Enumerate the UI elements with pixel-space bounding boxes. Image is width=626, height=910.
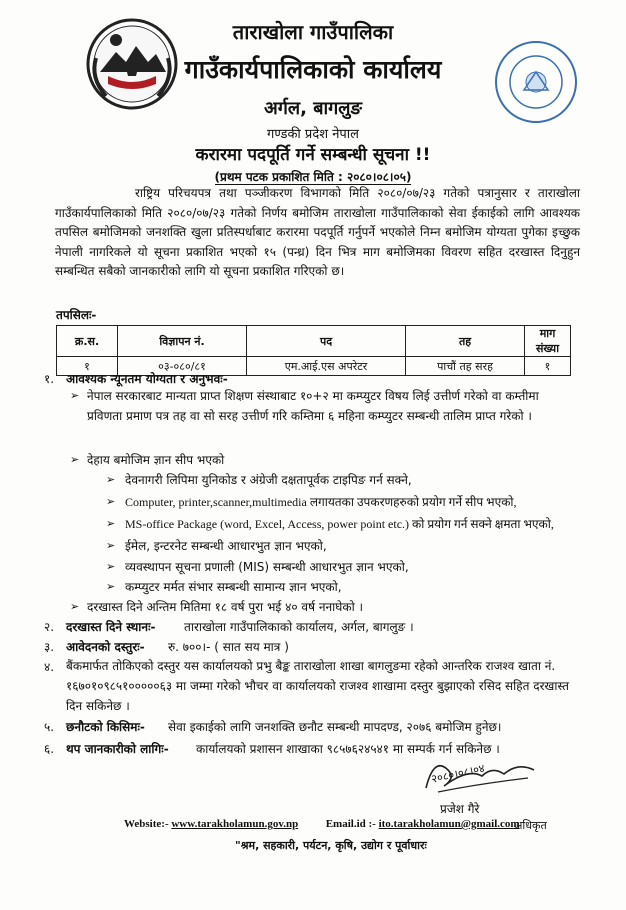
section-1-number: १. (44, 372, 55, 386)
section-1-title: आवश्यक न्यूनतम योग्यता र अनुभवः- (66, 372, 228, 386)
section-5-title: छनौटको किसिमः- (66, 720, 145, 734)
skills-heading: देहाय बमोजिम ज्ञान सीप भएको (87, 453, 225, 467)
arrow-icon: ➢ (70, 600, 80, 613)
skill-item: Computer, printer,scanner,multimedia लगायतका उपकरणहरुको प्रयोग गर्ने सीप भएको, (125, 495, 517, 509)
email-label: Email.id :- (325, 818, 376, 830)
email-link[interactable]: ito.tarakholamun@gmail.com (378, 818, 520, 830)
arrow-icon: ➢ (106, 580, 116, 593)
skill-item: कम्प्युटर मर्मत संभार सम्बन्धी सामान्य ज्ञान भएको, (125, 580, 342, 594)
cell-sn: १ (57, 357, 118, 376)
arrow-icon: ➢ (106, 539, 116, 552)
arrow-icon: ➢ (70, 389, 80, 402)
col-post: पद (247, 326, 406, 357)
arrow-icon: ➢ (106, 560, 116, 573)
cell-demand: १ (525, 357, 571, 376)
office-name: गाउँकार्यपालिकाको कार्यालय (184, 55, 442, 84)
intro-paragraph: राष्ट्रिय परिचयपत्र तथा पञ्जीकरण विभागको मिति २०८०/०७/२३ गतेको पत्रानुसार र ताराखोला गाउँकार्यपालिकाको मिति २०८०/०७/२३ गतेको निर्णय बमोजिम ताराखोला गाउँपालिकाको सेवा ईकाईको लागि आवश्यक तपसिल बमोजिमको जनशक्ति खुला प्रतिस्पर्धाबाट करारमा पदपूर्ति गर्नुपर्ने भएकोले निम्न बमोजिम योग्यता पुगेका इच्छुक नेपाली नागरिकले यो सूचना प्रकाशित भएको १५ (पन्ध्र) दिन भित्र माग बमोजिमका विवरण सहित दरखास्त दिनुहुन सम्बन्धित सबैको जानकारीको लागि यो सूचना प्रकाशित गरिएको छ। (55, 186, 580, 278)
skill-item: MS-office Package (word, Excel, Access, power point etc.) को प्रयोग गर्न सक्ने क्षमता भएको, (125, 517, 554, 531)
table-label: तपसिलः- (56, 308, 97, 322)
signatory-title: अधिकृत (514, 819, 547, 832)
col-level: तह (406, 326, 525, 357)
signature-date: २०८०।०८।०४ (430, 761, 486, 786)
arrow-icon: ➢ (106, 517, 116, 530)
col-demand: माग संख्या (525, 326, 571, 357)
arrow-icon: ➢ (106, 473, 116, 486)
skill-item: ईमेल, इन्टरनेट सम्बन्धी आधारभुत ज्ञान भएको, (125, 539, 327, 553)
section-6-number: ६. (44, 742, 55, 756)
footer-contacts (124, 818, 520, 830)
section-4-number: ४. (44, 660, 55, 674)
office-address: अर्गल, बागलुङ (264, 98, 362, 119)
vacancy-table (56, 325, 571, 376)
section-5-text: सेवा इकाईको लागि जनशक्ति छनौट सम्बन्धी मापदण्ड, २०७६ बमोजिम हुनेछ। (168, 720, 502, 734)
cell-post: एम.आई.एस अपरेटर (247, 357, 406, 376)
skill-item: देवनागरी लिपिमा युनिकोड र अंग्रेजी दक्षतापूर्वक टाइपिङ गर्न सक्ने, (125, 473, 412, 487)
col-sn: क्र.स. (57, 326, 118, 357)
section-3-number: ३. (44, 640, 55, 654)
section-2-number: २. (44, 620, 55, 634)
section-6-title: थप जानकारीको लागिः- (66, 742, 169, 756)
table-header-row (57, 326, 571, 357)
section-6-text: कार्यालयको प्रशासन शाखाका ९८५७६२४५४१ मा सम्पर्क गर्न सकिनेछ । (196, 742, 500, 756)
publish-date: (प्रथम पटक प्रकाशित मिति : २०८०।०८।०५) (214, 170, 412, 184)
qualification-text: नेपाल सरकारबाट मान्यता प्राप्त शिक्षण संस्थाबाट १०+२ मा कम्प्युटर विषय लिई उत्तीर्ण गरेको वा कम्तीमा प्रविणता प्रमाण पत्र तह वा सो सरह उत्तीर्ण गरि कम्तिमा ६ महिना कम्प्युटर सम्बन्धी तालिम प्राप्त गरेको । (87, 389, 539, 423)
signatory-name: प्रजेश गैरे (440, 802, 480, 816)
cell-ad-no: ०३-०८०/८१ (118, 357, 247, 376)
arrow-icon: ➢ (106, 495, 116, 508)
age-requirement: दरखास्त दिने अन्तिम मितिमा १८ वर्ष पुरा भई ४० वर्ष ननाघेको । (87, 600, 364, 614)
section-4-text: बैंकमार्फत तोकिएको दस्तुर यस कार्यालयको प्रभु बैङ्क ताराखोला शाखा बागलुङमा रहेको आन्तरिक राजश्व खाता नं. १६७०१०९८५१०००००६३ मा जम्मा गरेको भौचर वा कार्यालयको राजश्व शाखामा दस्तुर बुझाएको रसिद सहित दरखास्त दिन सकिनेछ । (66, 659, 569, 713)
website-label: Website:- (124, 818, 169, 830)
signature-icon (408, 748, 548, 808)
arrow-icon: ➢ (70, 453, 80, 466)
province-name: गण्डकी प्रदेश नेपाल (267, 127, 359, 142)
website-link[interactable]: www.tarakholamun.gov.np (171, 818, 299, 830)
footer-motto: "श्रम, सहकारी, पर्यटन, कृषि, उद्योग र पूर्वाधारः (235, 839, 427, 852)
skill-item: व्यवस्थापन सूचना प्रणाली (MIS) सम्बन्धी आधारभुत ज्ञान भएको, (125, 560, 409, 574)
section-2-title: दरखास्त दिने स्थानः- (66, 620, 156, 634)
section-2-text: ताराखोला गाउँपालिकाको कार्यालय, अर्गल, बागलुङ । (184, 620, 414, 634)
section-5-number: ५. (44, 720, 55, 734)
col-ad-no: विज्ञापन नं. (118, 326, 247, 357)
cell-level: पाचौं तह सरह (406, 357, 525, 376)
section-3-text: रु. ७००।- ( सात सय मात्र ) (168, 640, 289, 654)
section-3-title: आवेदनको दस्तुरः- (66, 640, 145, 654)
notice-title: करारमा पदपूर्ति गर्ने सम्बन्धी सूचना !! (195, 145, 431, 165)
municipality-name: ताराखोला गाउँपालिका (232, 20, 394, 44)
